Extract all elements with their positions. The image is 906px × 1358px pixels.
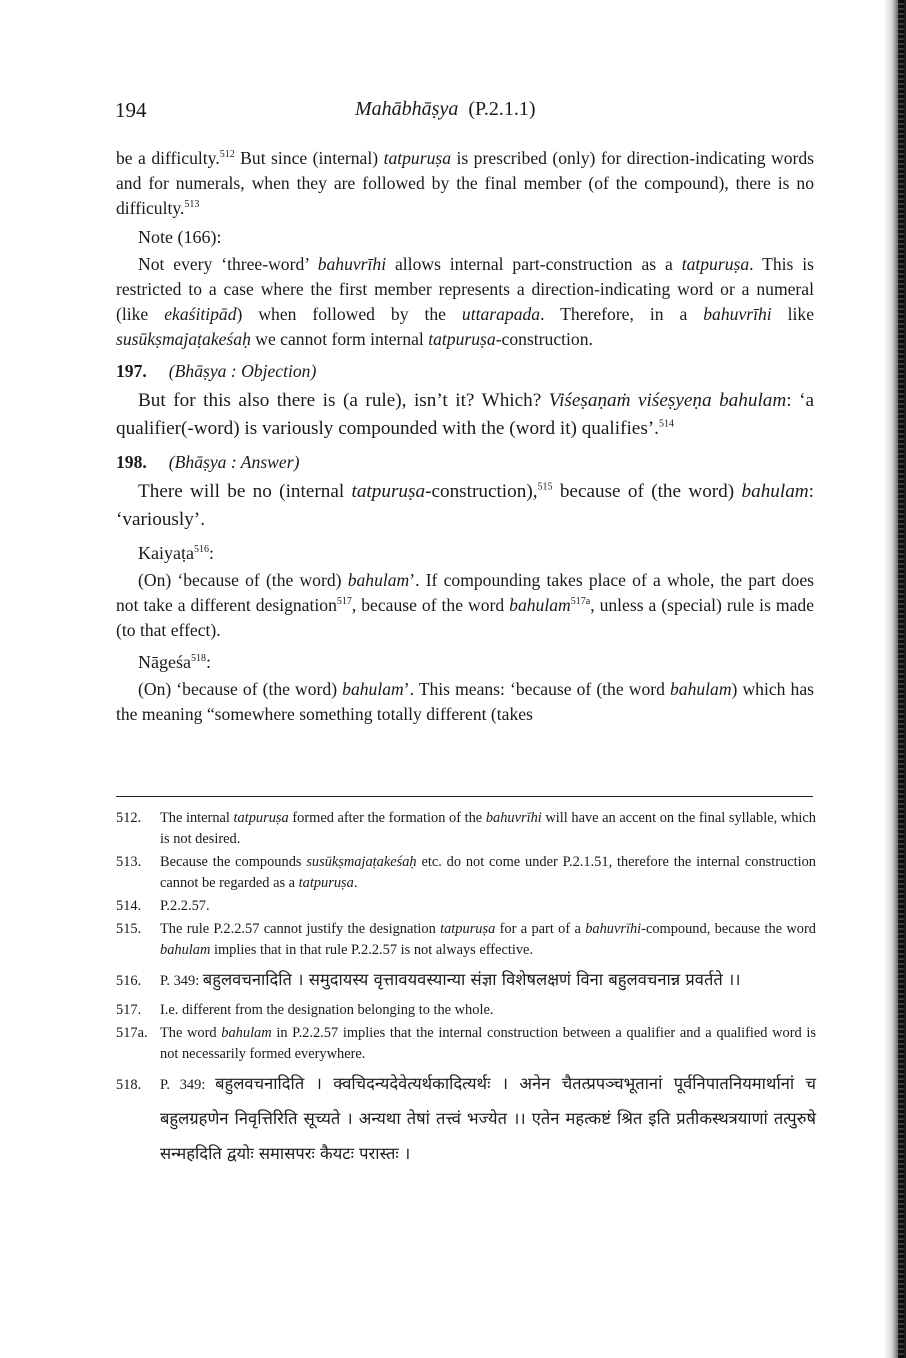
nagesa-paragraph: (On) ‘because of (the word) bahulam’. This means: ‘because of (the word bahulam) which has the meaning “somewhere something totally different (takes — [116, 679, 814, 724]
footnotes — [116, 808, 816, 1174]
footnote-516: 516. P. 349: बहुलवचनादिति । समुदायस्य वृत्तावयवस्यान्या संज्ञा विशेषलक्षणं विना बहुलवचनान्न प्रवर्तते ।। — [116, 970, 741, 989]
page-binding-edge — [898, 0, 904, 1358]
intro-paragraph: be a difficulty.$^{512}$ But since (internal) tatpuruṣa is prescribed (only) for direction-indicating words and for numerals, when they are followed by the final member (of the compound), there is no difficulty.$^{513}$ — [116, 148, 814, 218]
note-166-paragraph: Not every ‘three-word’ bahuvrīhi allows internal part-construction as a tatpuruṣa. This is restricted to a case where the first member represents a direction-indicating word or a numeral (like ekaśitipād) when followed by the uttarapada. Therefore, in a bahuvrīhi like susūkṣmajaṭakeśaḥ we cannot form internal tatpuruṣa-construction. — [116, 254, 815, 349]
nagesa-label: Nāgeśa$^{518}$: — [138, 652, 211, 672]
page-number: 194 — [115, 98, 147, 122]
note-166-label: Note (166): — [138, 227, 222, 247]
kaiyata-paragraph: (On) ‘because of (the word) bahulam’. If compounding takes place of a whole, the part does not take a different designation$^{517}$, because of the word bahulam$^{517a}$, unless a (special) rule is made (to that effect). — [116, 570, 815, 640]
footnote-ref: 516 — [193, 544, 209, 555]
footnote-ref: 513 — [184, 199, 200, 211]
section-197-heading: 197. (Bhāṣya : Objection) — [116, 361, 317, 381]
footnote-512: 512. The internal tatpuruṣa formed after the formation of the bahuvrīhi will have an accent on the final syllable, which is not desired. — [116, 810, 816, 847]
sanskrit-quote: बहुलवचनादिति । क्वचिदन्यदेवेत्यर्थकादित्यर्थः । अनेन चैतत्प्रपञ्चभूतानां पूर्वनिपातनियमार्थानां च बहुलग्रहणेन निवृत्तिरिति सूच्यते । अन्यथा तेषां तत्त्वं भज्येत ।। एतेन महत्कष्टं श्रित इति प्रतीकस्थत्रयाणां तत्पुरुषे सन्महदिति द्वयोः समासपरः कैयटः परास्तः । — [160, 1074, 817, 1163]
footnote-ref: 512 — [219, 149, 235, 161]
section-197-paragraph: But for this also there is (a rule), isn’t it? Which? Viśeṣaṇaṁ viśeṣyeṇa bahulam: ‘a qualifier(-word) is variously compounded with the (word it) qualifies’.$^{514}$ — [116, 390, 814, 439]
section-198-heading: 198. (Bhāṣya : Answer) — [116, 452, 300, 472]
running-head — [355, 98, 536, 121]
footnote-ref: 518 — [190, 653, 206, 664]
page-header — [115, 98, 815, 128]
footnote-517a: 517a. The word bahulam in P.2.2.57 implies that the internal construction between a qualifier and a qualified word is not necessarily formed everywhere. — [116, 1025, 816, 1062]
running-head-rule: (P.2.1.1) — [468, 98, 536, 120]
footnote-513: 513. Because the compounds susūkṣmajaṭakeśaḥ etc. do not come under P.2.1.51, therefore the internal construction cannot be regarded as a tatpuruṣa. — [116, 854, 817, 891]
footnote-ref: 514 — [658, 418, 674, 430]
footnote-517: 517. I.e. different from the designation belonging to the whole. — [116, 1002, 494, 1018]
footnote-separator — [116, 796, 813, 797]
kaiyata-label: Kaiyaṭa$^{516}$: — [138, 543, 214, 563]
sanskrit-quote: बहुलवचनादिति । समुदायस्य वृत्तावयवस्यान्या संज्ञा विशेषलक्षणं विना बहुलवचनान्न प्रवर्तते ।। — [202, 970, 741, 989]
footnote-ref: 515 — [537, 481, 553, 493]
footnote-515: 515. The rule P.2.2.57 cannot justify the designation tatpuruṣa for a part of a bahuvrīhi-compound, because the word bahulam implies that in that rule P.2.2.57 is not always effective. — [116, 921, 816, 958]
footnote-ref: 517 — [336, 596, 352, 608]
footnote-ref: 517a — [570, 596, 591, 608]
footnote-514: 514. P.2.2.57. — [116, 898, 210, 914]
main-text — [116, 146, 814, 734]
footnote-518: 518. P. 349: बहुलवचनादिति । क्वचिदन्यदेवेत्यर्थकादित्यर्थः । अनेन चैतत्प्रपञ्चभूतानां पूर्वनिपातनियमार्थानां च बहुलग्रहणेन निवृत्तिरिति सूच्यते । अन्यथा तेषां तत्त्वं भज्येत ।। एतेन महत्कष्टं श्रित इति प्रतीकस्थत्रयाणां तत्पुरुषे सन्महदिति द्वयोः समासपरः कैयटः परास्तः । — [116, 1074, 817, 1163]
section-198-paragraph: There will be no (internal tatpuruṣa-construction),$^{515}$ because of (the word) bahulam: ‘variously’. — [116, 481, 814, 530]
running-head-title: Mahābhāṣya — [355, 98, 459, 120]
